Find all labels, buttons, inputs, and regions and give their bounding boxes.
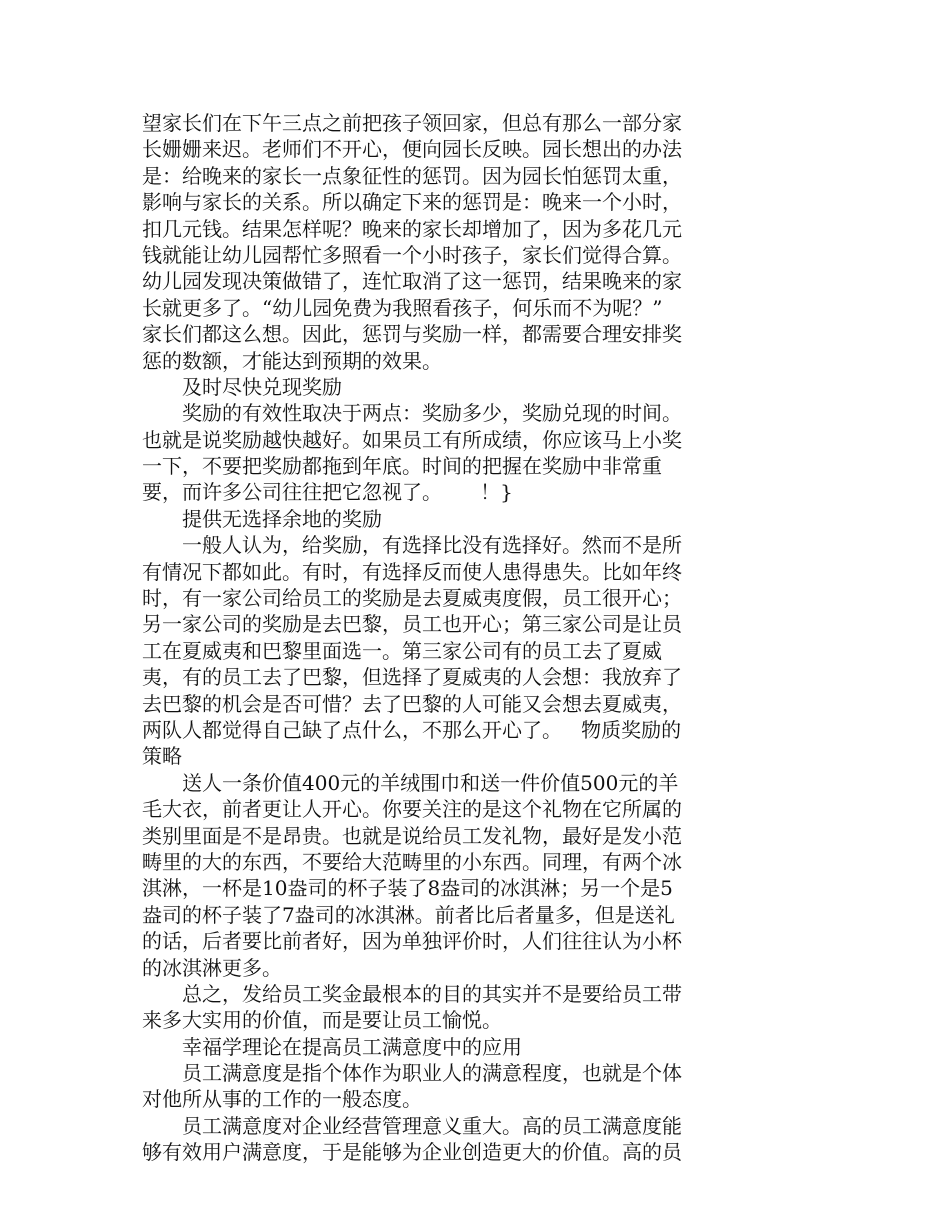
text-line: 长姗姗来迟。老师们不开心，便向园长反映。园长想出的办法 (142, 137, 682, 162)
text-line: 的话，后者要比前者好，因为单独评价时，人们往往认为小杯 (142, 929, 682, 954)
text-line: 盎司的杯子装了7盎司的冰淇淋。前者比后者量多，但是送礼 (142, 902, 675, 927)
text-line: 对他所从事的工作的一般态度。 (142, 1087, 422, 1112)
text-line: 类别里面是不是昂贵。也就是说给员工发礼物，最好是发小范 (142, 823, 682, 848)
text-line: 要，而许多公司往往把它忽视了。 ！} (142, 480, 513, 505)
text-line: 策略 (142, 744, 182, 769)
text-line: 另一家公司的奖励是去巴黎，员工也开心；第三家公司是让员 (142, 612, 682, 637)
text-line: 长就更多了。“幼儿园免费为我照看孩子，何乐而不为呢？” (142, 295, 663, 320)
text-line: 两队人都觉得自己缺了点什么，不那么开心了。 物质奖励的 (142, 717, 682, 742)
text-line: 来多大实用的价值，而是要让员工愉悦。 (142, 1008, 502, 1033)
text-line: 时，有一家公司给员工的奖励是去夏威夷度假，员工很开心； (142, 586, 682, 611)
text-line: 总之，发给员工奖金最根本的目的其实并不是要给员工带 (182, 981, 682, 1006)
text-line: 家长们都这么想。因此，惩罚与奖励一样，都需要合理安排奖 (142, 322, 682, 347)
text-line: 惩的数额，才能达到预期的效果。 (142, 348, 442, 373)
text-line: 钱就能让幼儿园帮忙多照看一个小时孩子，家长们觉得合算。 (142, 242, 682, 267)
text-line: 一下，不要把奖励都拖到年底。时间的把握在奖励中非常重 (142, 454, 662, 479)
text-line: 员工满意度是指个体作为职业人的满意程度，也就是个体 (182, 1061, 682, 1086)
text-line: 扣几元钱。结果怎样呢？晚来的家长却增加了，因为多花几元 (142, 216, 682, 241)
text-line: 有情况下都如此。有时，有选择反而使人患得患失。比如年终 (142, 559, 682, 584)
text-line: 够有效用户满意度，于是能够为企业创造更大的价值。高的员 (142, 1140, 682, 1165)
text-line: 毛大衣，前者更让人开心。你要关注的是这个礼物在它所属的 (142, 797, 682, 822)
text-line: 一般人认为，给奖励，有选择比没有选择好。然而不是所 (182, 533, 682, 558)
text-line: 畴里的大的东西，不要给大范畴里的小东西。同理，有两个冰 (142, 849, 682, 874)
text-line: 幸福学理论在提高员工满意度中的应用 (182, 1034, 522, 1059)
text-line: 幼儿园发现决策做错了，连忙取消了这一惩罚，结果晚来的家 (142, 269, 682, 294)
document-body (142, 110, 742, 1166)
text-line: 是：给晚来的家长一点象征性的惩罚。因为园长怕惩罚太重， (142, 163, 682, 188)
text-line: 员工满意度对企业经营管理意义重大。高的员工满意度能 (182, 1113, 682, 1138)
text-line: 的冰淇淋更多。 (142, 955, 282, 980)
text-line: 也就是说奖励越快越好。如果员工有所成绩，你应该马上小奖 (142, 427, 682, 452)
text-line: 夷，有的员工去了巴黎，但选择了夏威夷的人会想：我放弃了 (142, 665, 682, 690)
text-line: 奖励的有效性取决于两点：奖励多少，奖励兑现的时间。 (182, 401, 682, 426)
text-line: 送人一条价值400元的羊绒围巾和送一件价值500元的羊 (182, 770, 679, 795)
text-line: 及时尽快兑现奖励 (182, 374, 342, 399)
text-line: 工在夏威夷和巴黎里面选一。第三家公司有的员工去了夏威 (142, 638, 662, 663)
text-line: 淇淋，一杯是10盎司的杯子装了8盎司的冰淇淋；另一个是5 (142, 876, 673, 901)
text-line: 去巴黎的机会是否可惜？去了巴黎的人可能又会想去夏威夷， (142, 691, 682, 716)
text-line: 望家长们在下午三点之前把孩子领回家，但总有那么一部分家 (142, 111, 682, 135)
text-line: 提供无选择余地的奖励 (182, 506, 382, 531)
text-line: 影响与家长的关系。所以确定下来的惩罚是：晚来一个小时， (142, 190, 682, 215)
